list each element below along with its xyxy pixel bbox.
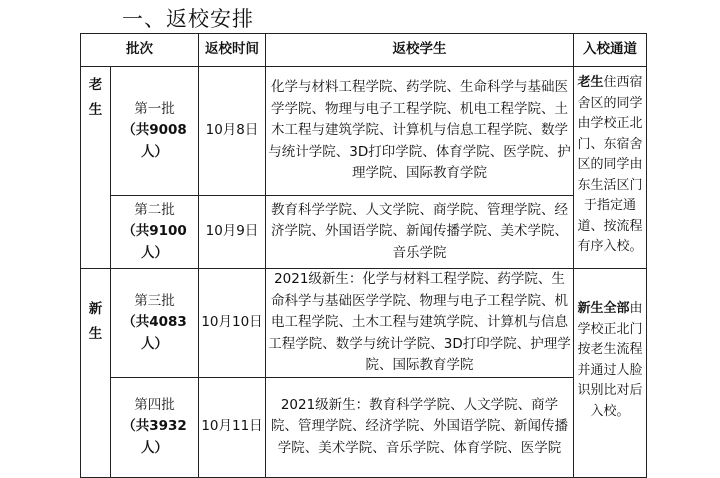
batch-count: （共4083人）	[122, 314, 187, 352]
return-schedule-table	[80, 33, 647, 478]
batch-name: 第一批	[134, 100, 175, 117]
channel-emphasis: 老生	[577, 75, 604, 90]
channel-text: 住西宿舍区的同学由学校正北门、东宿舍区的同学由东生活区门于指定通道、按流程有序入校。	[577, 75, 643, 254]
students-cell: 化学与材料工程学院、药学院、生命科学与基础医学学院、物理与电子工程学院、机电工程学院、土木工程与建筑学院、计算机与信息工程学院、数学与统计学院、3D打印学院、体育学院、医学院、护理学院、国际教育学院	[266, 67, 574, 196]
batch-name: 第四批	[134, 396, 175, 413]
channel-cell-freshmen	[574, 269, 647, 478]
channel-emphasis: 新生全部	[577, 301, 630, 316]
group-label-freshmen: 新生	[81, 269, 111, 478]
batch-cell	[111, 377, 199, 477]
batch-cell	[111, 67, 199, 196]
table-row	[81, 377, 647, 477]
date-cell: 10月8日	[199, 67, 266, 196]
table-row	[81, 67, 647, 196]
table-header-row	[81, 34, 647, 67]
students-cell: 2021级新生：教育科学学院、人文学院、商学院、管理学院、经济学院、外国语学院、新闻传播学院、美术学院、音乐学院、体育学院、医学院	[266, 377, 574, 477]
students-cell: 2021级新生：化学与材料工程学院、药学院、生命科学与基础医学学院、物理与电子工程学院、机电工程学院、土木工程与建筑学院、计算机与信息工程学院、数学与统计学院、3D打印学院、护理学院、国际教育学院	[266, 269, 574, 378]
table-row	[81, 196, 647, 269]
students-cell: 教育科学学院、人文学院、商学院、管理学院、经济学院、外国语学院、新闻传播学院、美术学院、音乐学院	[266, 196, 574, 269]
batch-name: 第二批	[134, 201, 175, 218]
table-row	[81, 269, 647, 378]
batch-cell	[111, 196, 199, 269]
group-label-returning: 老生	[81, 67, 111, 269]
channel-text: 由学校正北门按老生流程并通过人脸识别比对后入校。	[577, 301, 643, 419]
batch-cell	[111, 269, 199, 378]
batch-name: 第三批	[134, 292, 175, 309]
batch-count: （共3932人）	[122, 418, 187, 456]
header-date: 返校时间	[199, 34, 266, 67]
channel-cell-returning	[574, 67, 647, 269]
batch-count: （共9008人）	[122, 122, 187, 160]
date-cell: 10月9日	[199, 196, 266, 269]
header-batch: 批次	[81, 34, 199, 67]
date-cell: 10月10日	[199, 269, 266, 378]
date-cell: 10月11日	[199, 377, 266, 477]
batch-count: （共9100人）	[122, 223, 187, 261]
header-students: 返校学生	[266, 34, 574, 67]
header-channel: 入校通道	[574, 34, 647, 67]
section-title: 一、返校安排	[122, 7, 254, 31]
